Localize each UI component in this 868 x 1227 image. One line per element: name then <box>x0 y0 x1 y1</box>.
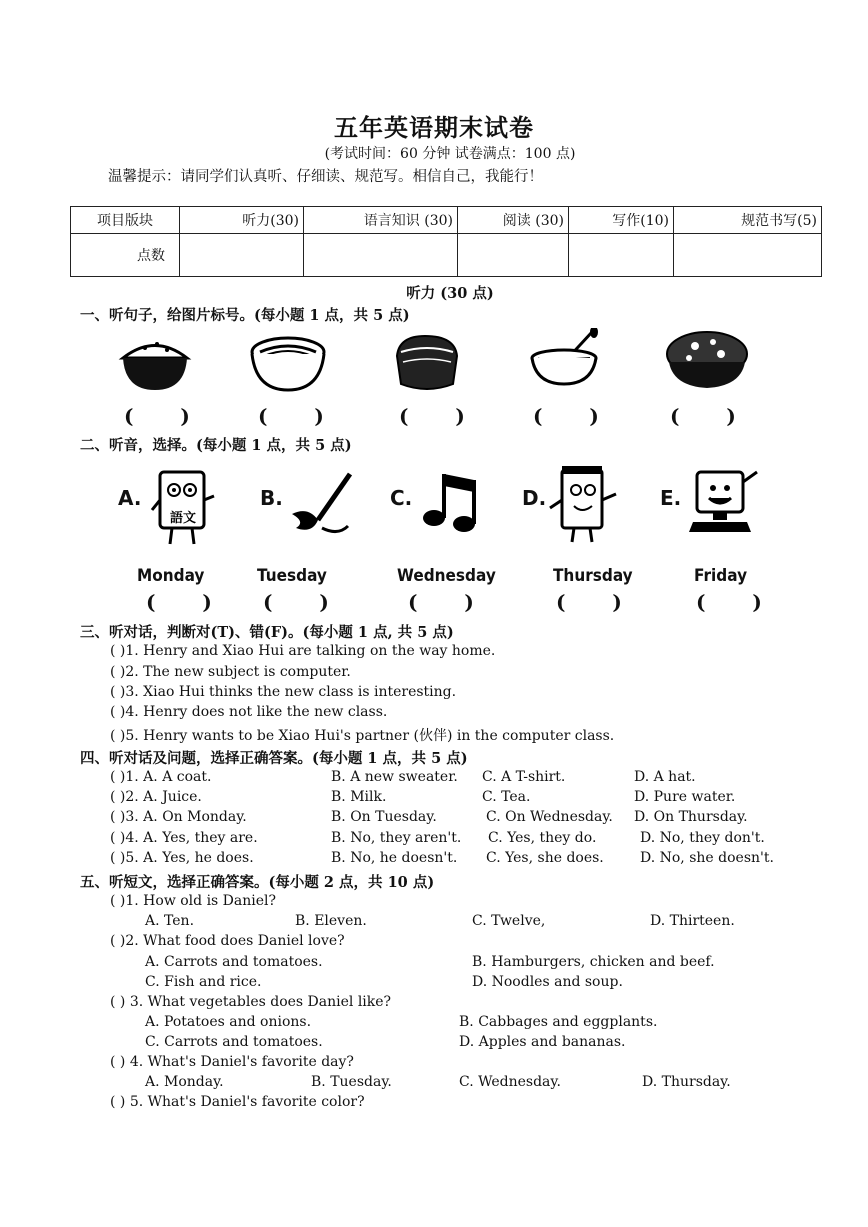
option-d: D. On Thursday. <box>634 809 748 825</box>
option-a: A. Potatoes and onions. <box>145 1014 312 1030</box>
option-d: D. Pure water. <box>634 789 736 805</box>
option-c: C. Yes, they do. <box>488 830 597 846</box>
option-d: D. Thirteen. <box>650 913 735 929</box>
section1-heading: 一、听句子，给图片标号。(每小题 1 点，共 5 点) <box>80 307 410 324</box>
option-c: C. Yes, she does. <box>486 850 604 866</box>
option-letter: D. <box>522 486 547 510</box>
section5-heading: 五、听短文，选择正确答案。(每小题 2 点，共 10 点) <box>80 874 435 891</box>
day-label: Thursday <box>553 566 633 586</box>
answer-blank[interactable]: ( ) <box>399 404 485 428</box>
chinese-book-icon <box>152 472 214 544</box>
option-b: B. No, they aren't. <box>331 830 462 846</box>
music-note-icon <box>423 474 475 532</box>
option-c: C. Wednesday. <box>459 1074 561 1090</box>
question-stem: ( )1. A. A coat. <box>110 769 212 785</box>
question-item: ( )3. Xiao Hui thinks the new class is interesting. <box>110 684 457 700</box>
table-header-cell: 语言知识 (30) <box>304 207 458 234</box>
answer-blank[interactable]: ( ) <box>696 590 782 614</box>
question-stem: ( ) 3. What vegetables does Daniel like? <box>110 994 392 1010</box>
option-d: D. A hat. <box>634 769 696 785</box>
answer-blank[interactable]: ( ) <box>408 590 494 614</box>
option-c: C. On Wednesday. <box>486 809 613 825</box>
option-b: B. On Tuesday. <box>331 809 437 825</box>
option-b: B. Milk. <box>331 789 387 805</box>
option-letter: A. <box>118 486 142 510</box>
option-c: C. A T-shirt. <box>482 769 566 785</box>
table-header-cell: 规范书写(5) <box>674 207 822 234</box>
question-stem: ( ) 5. What's Daniel's favorite color? <box>110 1094 365 1110</box>
score-cell[interactable] <box>180 234 304 277</box>
question-stem: ( )1. How old is Daniel? <box>110 893 277 909</box>
question-stem: ( ) 4. What's Daniel's favorite day? <box>110 1054 354 1070</box>
subject-pictures <box>140 460 780 550</box>
option-d: D. Noodles and soup. <box>472 974 623 990</box>
question-stem: ( )3. A. On Monday. <box>110 809 247 825</box>
table-header-cell: 听力(30) <box>180 207 304 234</box>
computer-icon <box>689 472 757 532</box>
answer-blank[interactable]: ( ) <box>263 590 349 614</box>
score-table <box>70 206 822 277</box>
question-stem: ( )2. A. Juice. <box>110 789 202 805</box>
option-a: A. Ten. <box>145 913 195 929</box>
book-character-icon <box>550 466 616 542</box>
option-letter: E. <box>660 486 682 510</box>
svg-text:語文: 語文 <box>170 511 197 526</box>
answer-blank[interactable]: ( ) <box>670 404 756 428</box>
option-d: D. Thursday. <box>642 1074 731 1090</box>
section2-heading: 二、听音，选择。(每小题 1 点，共 5 点) <box>80 437 352 454</box>
option-d: D. No, she doesn't. <box>640 850 774 866</box>
score-cell[interactable] <box>304 234 458 277</box>
score-cell[interactable] <box>569 234 674 277</box>
answer-blank[interactable]: ( ) <box>124 404 210 428</box>
section3-heading: 三、听对话，判断对(T)、错(F)。(每小题 1 点, 共 5 点) <box>80 624 454 641</box>
day-label: Wednesday <box>397 566 496 586</box>
reminder-text: 温馨提示：请同学们认真听、仔细读、规范写。相信自己，我能行！ <box>108 169 543 185</box>
option-d: D. No, they don't. <box>640 830 765 846</box>
table-header-cell: 阅读 (30) <box>458 207 569 234</box>
option-c: C. Tea. <box>482 789 531 805</box>
brush-icon <box>292 474 350 532</box>
option-b: B. No, he doesn't. <box>331 850 458 866</box>
table-header-cell: 写作(10) <box>569 207 674 234</box>
rice-bowl-icon <box>123 342 187 390</box>
exam-info: (考试时间：60 分钟 试卷满点：100 点) <box>324 146 576 162</box>
page-title: 五年英语期末试卷 <box>334 113 534 142</box>
food-pictures <box>115 328 775 400</box>
option-b: B. Hamburgers, chicken and beef. <box>472 954 715 970</box>
answer-blank[interactable]: ( ) <box>556 590 642 614</box>
option-c: C. Twelve, <box>472 913 546 929</box>
option-a: A. Carrots and tomatoes. <box>145 954 323 970</box>
answer-blank[interactable]: ( ) <box>533 404 619 428</box>
option-a: A. Monday. <box>145 1074 224 1090</box>
option-d: D. Apples and bananas. <box>459 1034 626 1050</box>
answer-blank[interactable]: ( ) <box>258 404 344 428</box>
cake-icon <box>667 332 747 388</box>
bread-icon <box>397 336 457 389</box>
option-b: B. Cabbages and eggplants. <box>459 1014 658 1030</box>
soup-bowl-icon <box>532 328 598 384</box>
noodle-bowl-icon <box>252 338 324 390</box>
question-item: ( )5. Henry wants to be Xiao Hui's partner (伙伴) in the computer class. <box>110 728 615 744</box>
option-letter: C. <box>390 486 413 510</box>
day-label: Tuesday <box>257 566 327 586</box>
score-cell[interactable] <box>458 234 569 277</box>
day-label: Friday <box>694 566 748 586</box>
table-row-label: 点数 <box>71 234 180 277</box>
question-stem: ( )4. A. Yes, they are. <box>110 830 258 846</box>
day-label: Monday <box>137 566 205 586</box>
option-b: B. Tuesday. <box>311 1074 392 1090</box>
question-item: ( )1. Henry and Xiao Hui are talking on the way home. <box>110 643 496 659</box>
question-item: ( )2. The new subject is computer. <box>110 664 351 680</box>
table-header-cell: 项目版块 <box>71 207 180 234</box>
question-stem: ( )2. What food does Daniel love? <box>110 933 345 949</box>
listening-heading: 听力 (30 点) <box>406 285 494 302</box>
score-cell[interactable] <box>674 234 822 277</box>
option-c: C. Carrots and tomatoes. <box>145 1034 323 1050</box>
option-letter: B. <box>260 486 283 510</box>
option-c: C. Fish and rice. <box>145 974 262 990</box>
question-item: ( )4. Henry does not like the new class. <box>110 704 388 720</box>
section4-heading: 四、听对话及问题，选择正确答案。(每小题 1 点，共 5 点) <box>80 750 468 767</box>
question-stem: ( )5. A. Yes, he does. <box>110 850 254 866</box>
answer-blank[interactable]: ( ) <box>146 590 232 614</box>
option-b: B. A new sweater. <box>331 769 458 785</box>
option-b: B. Eleven. <box>295 913 367 929</box>
